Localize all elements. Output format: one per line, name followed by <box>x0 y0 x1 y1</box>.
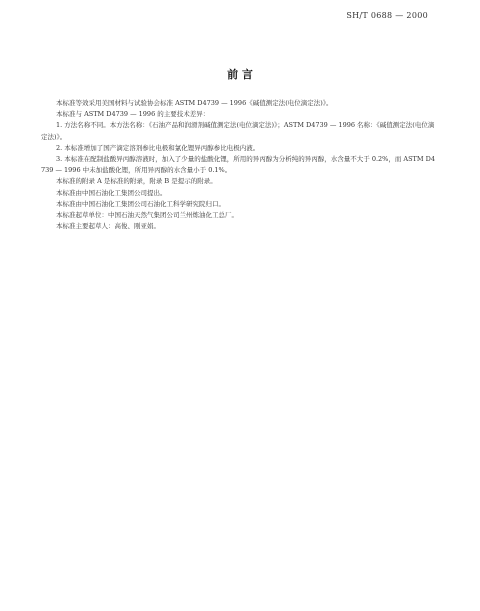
paragraph-drafting-unit: 本标准起草单位：中国石油天然气集团公司兰州炼油化工总厂。 <box>56 211 238 220</box>
paragraph-difference-2: 2. 本标准增加了国产滴定溶剂参比电极和氯化锂异丙醇参比电极内液。 <box>56 143 260 152</box>
paragraph-equivalence: 本标准等效采用美国材料与试验协会标准 ASTM D4739 — 1996《碱值测定法(电位滴定法)》。 <box>56 99 333 107</box>
paragraph-differences-intro: 本标准与 ASTM D4739 — 1996 的主要技术差异： <box>56 110 210 119</box>
paragraph-proposer: 本标准由中国石油化工集团公司提出。 <box>56 188 167 197</box>
paragraph-difference-1: 1. 方法名称不同。本方法名称：《石油产品和润滑剂碱值测定法(电位滴定法)》；ASTM D4739 — 1996 名称：《碱值测定法(电位滴定法)》。 <box>41 121 435 141</box>
standard-code: SH/T 0688 — 2000 <box>346 11 428 20</box>
paragraph-drafters: 本标准主要起草人：高俊、刚亚娟。 <box>56 222 160 231</box>
paragraph-difference-3: 3. 本标准在配制盐酸异丙醇溶液时，加入了少量的盐酸化锂，所用的异丙醇为分析纯的异丙醇，水含量不大于 0.2%，而 ASTM D4739 — 1996 中未加盐酸化锂，所用异丙醇的水含量小于 0.1%。 <box>41 155 435 175</box>
paragraph-appendix: 本标准的附录 A 是标准的附录，附录 B 是提示的附录。 <box>56 177 217 186</box>
paragraph-administrator: 本标准由中国石油化工集团公司石油化工科学研究院归口。 <box>56 199 225 208</box>
foreword-body <box>41 98 439 232</box>
page-title: 前 言 <box>227 68 253 81</box>
